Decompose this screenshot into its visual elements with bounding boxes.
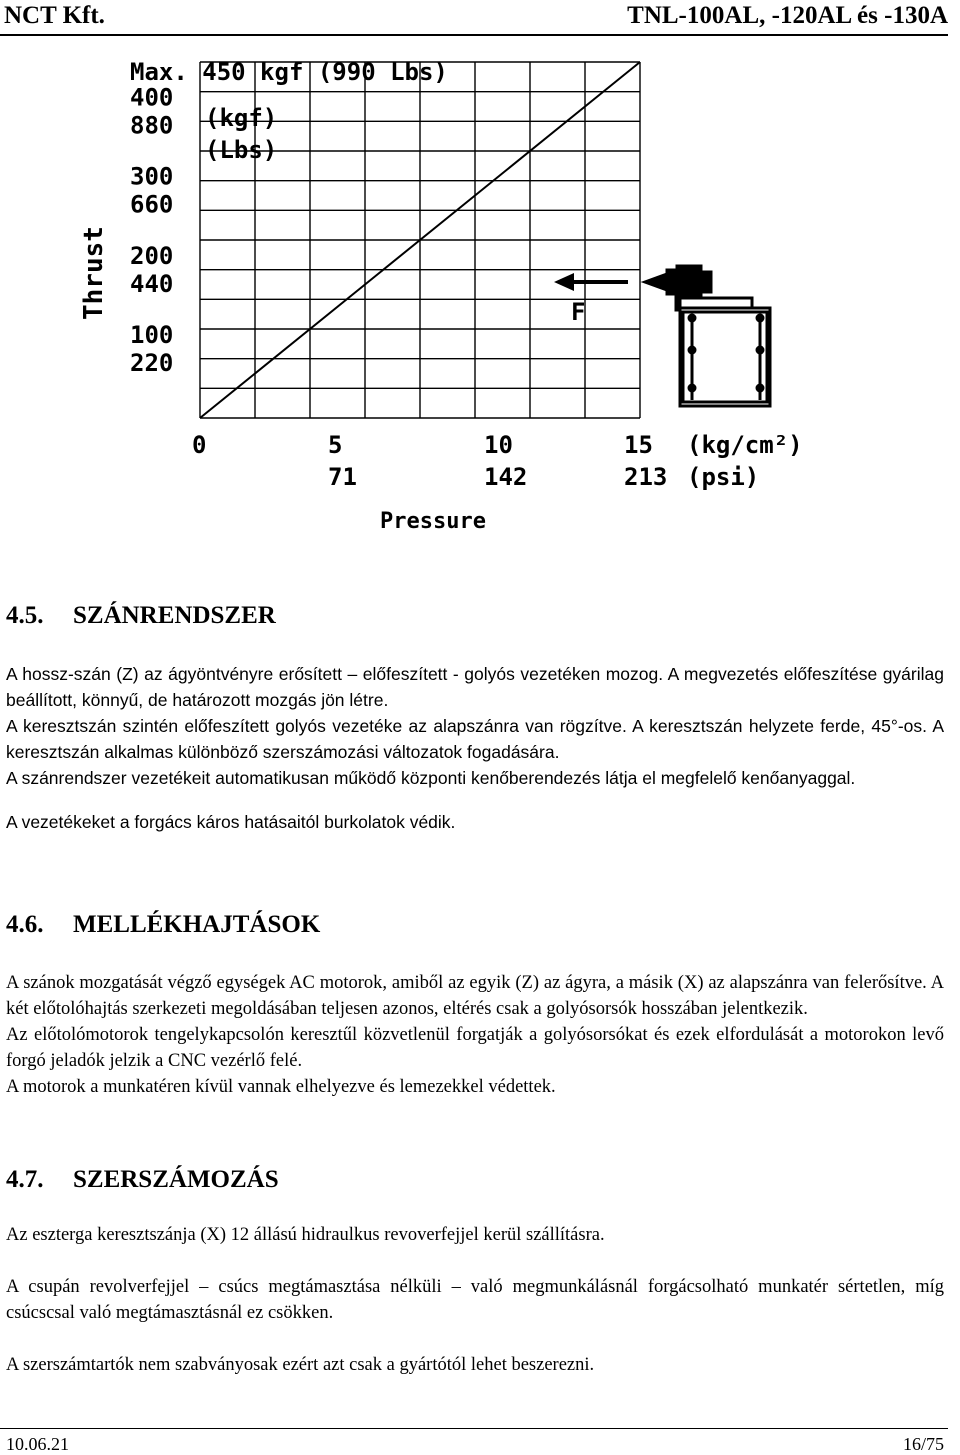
x-tick-label-kgcm2: 15 (624, 431, 653, 459)
paragraph: A csupán revolverfejjel – csúcs megtámasztása nélküli – való megmunkálásnál forgácsolható munkatér sértetlen, míg csúcscsal való megtámasztásnál ez csökken. (6, 1277, 944, 1323)
section-4-5 (6, 602, 944, 630)
force-arrow (554, 273, 628, 291)
x-tick-label-psi: 142 (484, 463, 528, 491)
section-heading (6, 1166, 944, 1194)
paragraph: A szánok mozgatását végző egységek AC motorok, amiből az egyik (Z) az ágyra, a másik (X) az alapszánra van felerősítve. A két előtolóhajtás szerkezeti megoldásában teljesen azonos, eltérés csak a golyósorsók hosszában jelentkezik. (6, 973, 944, 1019)
y-tick-label-lbs: 440 (130, 269, 174, 298)
y-tick-label-lbs: 220 (130, 348, 174, 377)
y-tick-label-kgf: 200 (130, 241, 174, 270)
chart-title: Max. 450 kgf (990 Lbs) (130, 58, 448, 86)
y-tick-labels (130, 84, 173, 377)
section-title: SZERSZÁMOZÁS (73, 1166, 279, 1193)
x-tick-label-psi: 213 (624, 463, 668, 491)
paragraph: A szánrendszer vezetékeit automatikusan működő központi kenőberendezés látja el megfelelő kenőanyaggal. (6, 768, 856, 788)
section-number: 4.6. (6, 911, 44, 938)
company-name: NCT Kft. (4, 2, 105, 29)
thrust-pressure-chart (60, 50, 850, 550)
x-tick-label-kgcm2: 5 (328, 431, 343, 459)
x-axis-title: Pressure (380, 509, 486, 534)
x-tick-label-kgcm2: 10 (484, 431, 513, 459)
y-tick-label-lbs: 660 (130, 190, 174, 219)
page-header (0, 0, 948, 34)
x-unit-kgcm2: (kg/cm²) (687, 431, 803, 459)
x-tick-label-kgcm2: 0 (192, 431, 207, 459)
x-tick-labels (192, 431, 667, 491)
footer-rule (0, 1428, 948, 1429)
section-4-5-body (6, 661, 944, 835)
section-4-7-body (6, 1222, 944, 1378)
section-4-7 (6, 1166, 944, 1194)
paragraph: Az eszterga keresztszánja (X) 12 állású hidraulkus revoverfejjel kerül szállításra. (6, 1225, 605, 1245)
section-heading (6, 602, 944, 630)
force-label: F (571, 298, 586, 326)
y-unit-kgf: (kgf) (205, 104, 278, 132)
y-tick-label-kgf: 100 (130, 320, 174, 349)
section-number: 4.5. (6, 602, 44, 629)
tailstock-illustration (645, 266, 770, 406)
x-tick-label-psi: 71 (328, 463, 357, 491)
section-title: MELLÉKHAJTÁSOK (73, 911, 321, 938)
model-name: TNL-100AL, -120AL és -130A (627, 2, 948, 29)
x-unit-psi: (psi) (687, 463, 760, 491)
y-axis-title: Thrust (79, 226, 109, 320)
paragraph: A motorok a munkatéren kívül vannak elhelyezve és lemezekkel védettek. (6, 1077, 556, 1097)
section-heading (6, 911, 944, 939)
header-rule (0, 34, 948, 36)
footer-page-number: 16/75 (902, 1434, 944, 1454)
paragraph: A szerszámtartók nem szabványosak ezért azt csak a gyártótól lehet beszerezni. (6, 1355, 595, 1375)
section-4-6 (6, 911, 944, 939)
y-tick-label-lbs: 880 (130, 111, 174, 140)
paragraph: A hossz-szán (Z) az ágyöntvényre erősített – előfeszített - golyós vezetéken mozog. A megvezetés előfeszítése gyárilag beállított, könnyű, de határozott mozgás jön létre. (6, 664, 944, 710)
paragraph: A vezetékeket a forgács káros hatásaitól burkolatok védik. (6, 812, 456, 832)
y-tick-label-kgf: 400 (130, 83, 174, 112)
section-4-6-body (6, 970, 944, 1100)
paragraph: Az előtolómotorok tengelykapcsolón keresztűl közvetlenül forgatják a golyósorsókat és ezek elfordulását a motorokon levő forgó jeladók jelzik a CNC vezérlő felé. (6, 1025, 944, 1071)
section-number: 4.7. (6, 1166, 44, 1193)
y-tick-label-kgf: 300 (130, 162, 174, 191)
y-unit-lbs: (Lbs) (205, 136, 278, 164)
section-title: SZÁNRENDSZER (73, 602, 276, 629)
paragraph: A keresztszán szintén előfeszített golyós vezetéke az alapszánra van rögzítve. A keresztszán helyzete ferde, 45°-os. A keresztszán alkalmas különböző szerszámozási változatok fogadására. (6, 716, 944, 762)
footer-date: 10.06.21 (6, 1434, 69, 1454)
